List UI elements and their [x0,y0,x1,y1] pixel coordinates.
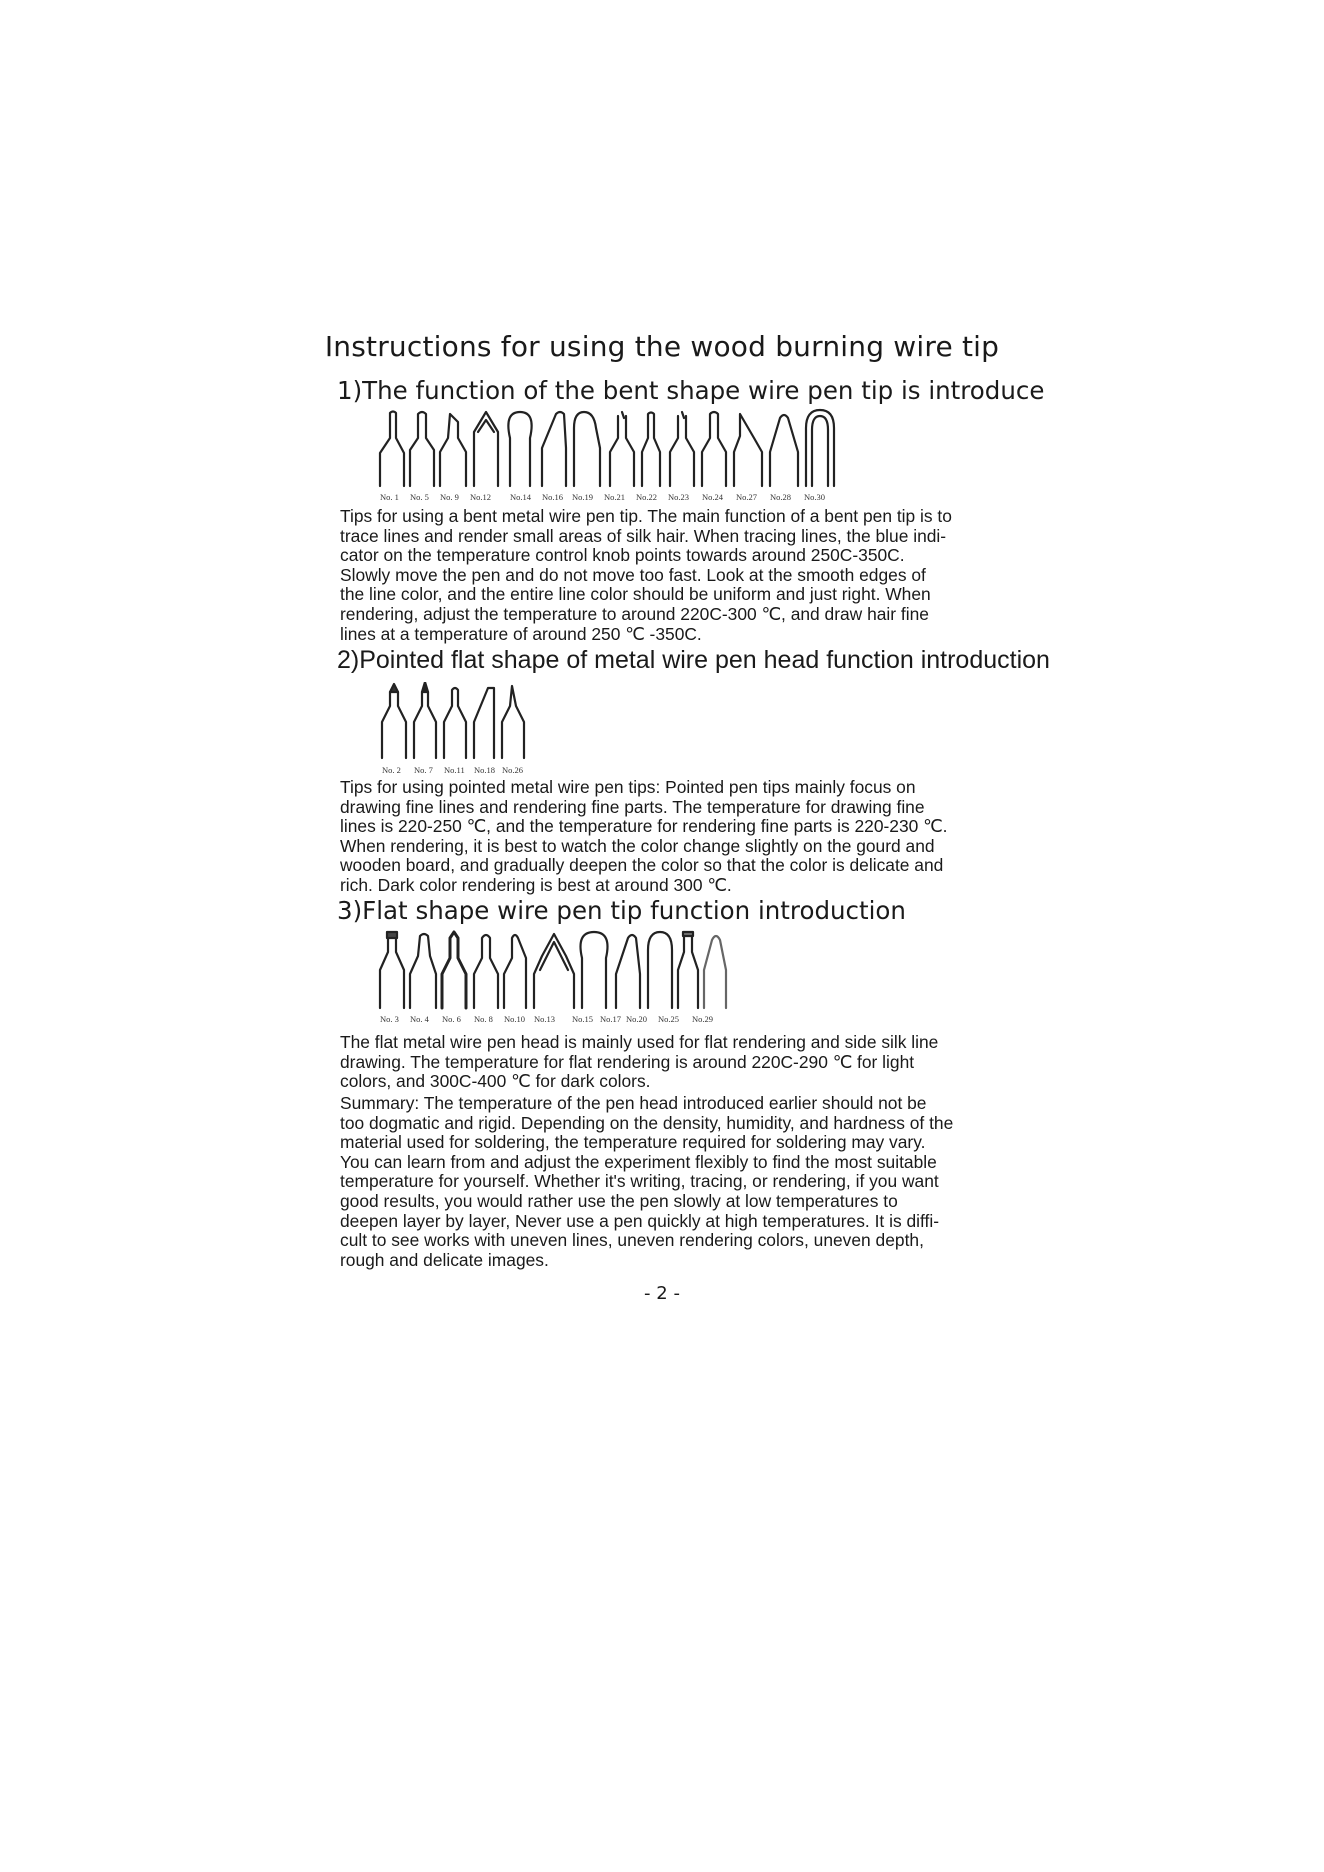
text-line: the line color, and the entire line color should be uniform and just right. When [340,584,931,605]
text-line: drawing. The temperature for flat rendering is around 220C-290 ℃ for light [340,1051,915,1072]
tip-label: No. 8 [474,1014,493,1024]
tip-label: No. 4 [410,1014,429,1024]
flat-tips-labels [380,1014,730,1026]
text-line: You can learn from and adjust the experiment flexibly to find the most suitable [340,1151,937,1172]
tip-label: No.24 [702,492,724,502]
text-line: trace lines and render small areas of silk hair. When tracing lines, the blue indi- [340,525,947,546]
text-line: rich. Dark color rendering is best at around 300 ℃. [340,874,732,895]
text-line: colors, and 300C-400 ℃ for dark colors. [340,1071,651,1092]
text-line: cator on the temperature control knob points towards around 250C-350C. [340,545,905,566]
text-line: Tips for using a bent metal wire pen tip. The main function of a bent pen tip is to [340,506,952,526]
bent-tips-labels [378,492,848,504]
page-title: Instructions for using the wood burning wire tip [324,330,1000,363]
tip-label: No.12 [470,492,492,502]
text-line: The flat metal wire pen head is mainly used for flat rendering and side silk line [340,1032,939,1052]
pointed-tips-labels [382,765,542,777]
tip-label: No. 2 [382,765,401,775]
section3-heading: 3)Flat shape wire pen tip function introduction [337,896,906,925]
section2-paragraph [340,778,1000,896]
tip-label: No.18 [474,765,496,775]
flat-tips-illustration [378,930,728,1010]
pointed-tips-illustration [380,682,540,760]
text-line: lines is 220-250 ℃, and the temperature for rendering fine parts is 220-230 ℃. [340,816,948,837]
tip-label: No.16 [542,492,564,502]
tip-label: No.26 [502,765,524,775]
text-line: wooden board, and gradually deepen the color so that the color is delicate and [340,855,944,876]
tip-label: No. 9 [440,492,459,502]
tip-label: No.22 [636,492,658,502]
tip-label: No.14 [510,492,532,502]
section1-paragraph [340,507,1000,644]
text-line: rendering, adjust the temperature to around 220C-300 ℃, and draw hair fine [340,603,929,624]
section1-heading: 1)The function of the bent shape wire pen tip is introduce [337,376,1045,405]
text-line: good results, you would rather use the pen slowly at low temperatures to [340,1190,898,1211]
text-line: too dogmatic and rigid. Depending on the density, humidity, and hardness of the [340,1112,954,1133]
text-line: material used for soldering, the temperature required for soldering may vary. [340,1132,926,1153]
text-line: Summary: The temperature of the pen head introduced earlier should not be [340,1093,927,1113]
text-line: cult to see works with uneven lines, uneven rendering colors, uneven depth, [340,1230,924,1251]
bent-tips-illustration [378,408,848,488]
tip-label: No.27 [736,492,758,502]
tip-label: No.17 [600,1014,622,1024]
text-line: drawing fine lines and rendering fine parts. The temperature for drawing fine [340,796,925,817]
tip-label: No.13 [534,1014,556,1024]
text-line: Tips for using pointed metal wire pen tips: Pointed pen tips mainly focus on [340,777,916,797]
tip-label: No.25 [658,1014,680,1024]
text-line: When rendering, it is best to watch the color change slightly on the gourd and [340,835,935,856]
tip-label: No. 5 [410,492,429,502]
tip-label: No.28 [770,492,792,502]
tip-label: No.11 [444,765,465,775]
text-line: deepen layer by layer, Never use a pen quickly at high temperatures. It is diffi- [340,1210,940,1231]
tip-label: No.20 [626,1014,648,1024]
tip-label: No.23 [668,492,690,502]
tip-label: No.21 [604,492,626,502]
text-line: Slowly move the pen and do not move too fast. Look at the smooth edges of [340,564,926,585]
tip-label: No.10 [504,1014,526,1024]
text-line: lines at a temperature of around 250 ℃ -350C. [340,623,702,644]
section2-heading: 2)Pointed flat shape of metal wire pen head function introduction [337,646,1050,674]
tip-label: No.15 [572,1014,594,1024]
tip-label: No. 3 [380,1014,399,1024]
tip-label: No.30 [804,492,826,502]
summary-paragraph [340,1094,1000,1270]
page-number: - 2 - [644,1283,680,1304]
tip-label: No.19 [572,492,594,502]
text-line: temperature for yourself. Whether it's writing, tracing, or rendering, if you want [340,1171,939,1192]
tip-label: No. 1 [380,492,399,502]
section3-paragraph [340,1033,1000,1092]
tip-label: No. 7 [414,765,433,775]
tip-label: No. 6 [442,1014,461,1024]
tip-label: No.29 [692,1014,714,1024]
text-line: rough and delicate images. [340,1249,549,1270]
